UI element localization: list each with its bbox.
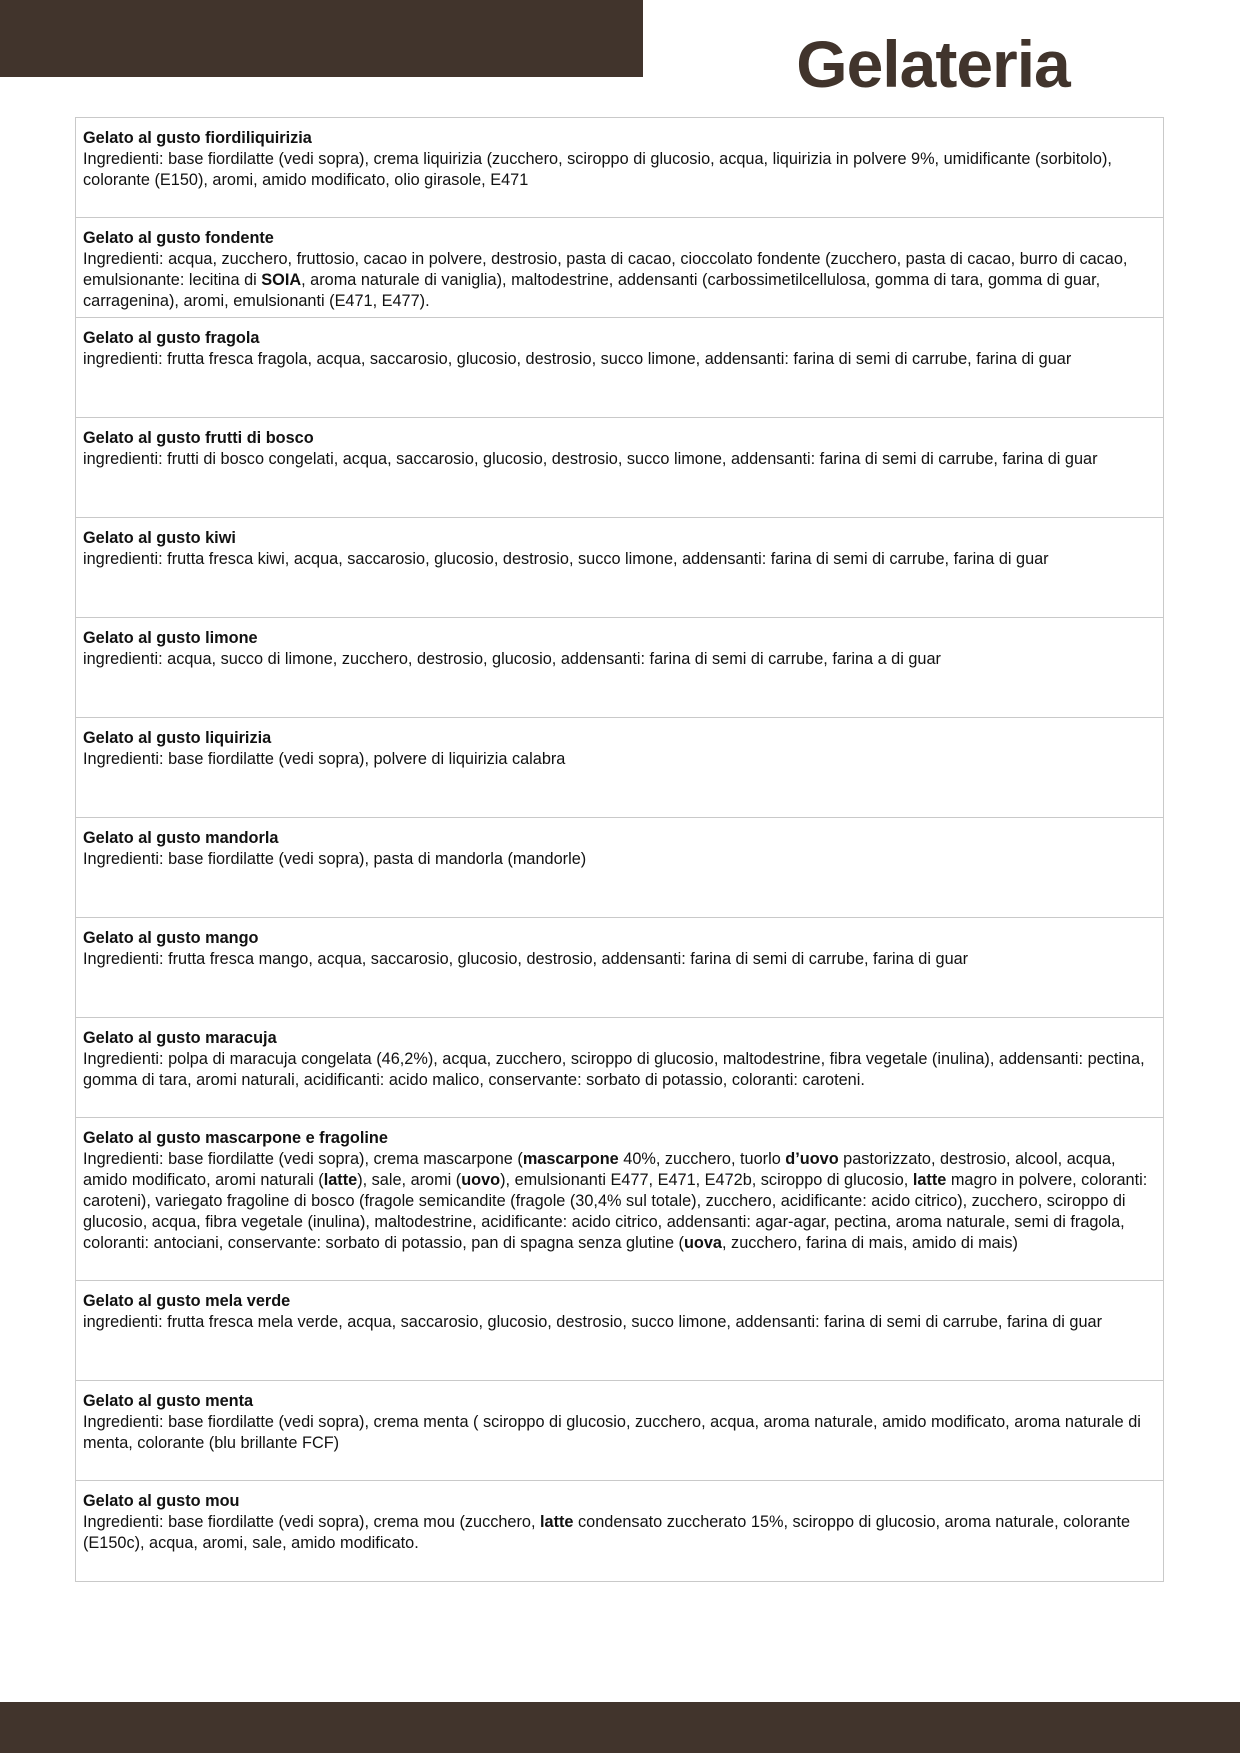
ingredients-fragment: Ingredienti: frutta fresca mango, acqua, saccarosio, glucosio, destrosio, addensanti: farina di semi di carrube, farina di guar xyxy=(83,950,969,968)
table-row xyxy=(76,118,1163,218)
flavor-title: Gelato al gusto kiwi xyxy=(83,529,236,547)
allergen-highlight: latte xyxy=(540,1513,574,1531)
ingredients-fragment: Ingredienti: base fiordilatte (vedi sopra), crema mascarpone ( xyxy=(83,1150,523,1168)
flavor-title: Gelato al gusto mandorla xyxy=(83,829,279,847)
table-row xyxy=(76,1381,1163,1481)
table-row xyxy=(76,818,1163,918)
ingredients-fragment: Ingredienti: base fiordilatte (vedi sopra), crema mou (zucchero, xyxy=(83,1513,540,1531)
allergen-highlight: latte xyxy=(323,1171,358,1189)
flavor-title: Gelato al gusto mascarpone e fragoline xyxy=(83,1129,388,1147)
ingredients-fragment: Ingredienti: polpa di maracuja congelata (46,2%), acqua, zucchero, sciroppo di glucosio, maltodestrine, fibra vegetale (inulina), addensanti: pectina, gomma di tara, aromi naturali, acidificanti: acido malico, conservante: sorbato di potassio, coloranti: caroteni. xyxy=(83,1050,1145,1089)
flavor-title: Gelato al gusto maracuja xyxy=(83,1029,277,1047)
flavor-title: Gelato al gusto limone xyxy=(83,629,258,647)
flavor-title: Gelato al gusto liquirizia xyxy=(83,729,272,747)
ingredients-fragment: pastorizzato, destrosio, alcool, acqua, amido modificato, aromi naturali ( xyxy=(83,1150,1116,1189)
allergen-highlight: d’uovo xyxy=(785,1150,839,1168)
table-row xyxy=(76,618,1163,718)
ingredients-fragment: ), sale, aromi ( xyxy=(357,1171,462,1189)
table-row xyxy=(76,1018,1163,1118)
allergen-highlight: mascarpone xyxy=(522,1150,619,1168)
ingredients-text xyxy=(83,1312,1156,1333)
table-row xyxy=(76,918,1163,1018)
table-row xyxy=(76,518,1163,618)
table-row xyxy=(76,1281,1163,1381)
ingredients-fragment: Ingredienti: acqua, zucchero, fruttosio, cacao in polvere, destrosio, pasta di cacao, cioccolato fondente (zucchero, pasta di cacao, burro di cacao, emulsionante: lecitina di xyxy=(83,250,1128,289)
table-row xyxy=(76,418,1163,518)
table-row xyxy=(76,1481,1163,1581)
ingredients-fragment: Ingredienti: base fiordilatte (vedi sopra), polvere di liquirizia calabra xyxy=(83,750,566,768)
ingredients-fragment: Ingredienti: base fiordilatte (vedi sopra), crema liquirizia (zucchero, sciroppo di glucosio, acqua, liquirizia in polvere 9%, umidificante (sorbitolo), colorante (E150), aromi, amido modificato, olio girasole, E471 xyxy=(83,150,1112,189)
allergen-highlight: uova xyxy=(683,1234,722,1252)
ingredients-fragment: ingredienti: frutti di bosco congelati, acqua, saccarosio, glucosio, destrosio, succo limone, addensanti: farina di semi di carrube, farina di guar xyxy=(83,450,1098,468)
flavor-title: Gelato al gusto menta xyxy=(83,1392,254,1410)
ingredients-text xyxy=(83,349,1156,370)
ingredients-fragment: ingredienti: acqua, succo di limone, zucchero, destrosio, glucosio, addensanti: farina di semi di carrube, farina a di guar xyxy=(83,650,941,668)
allergen-highlight: uovo xyxy=(461,1171,501,1189)
ingredients-fragment: ), emulsionanti E477, E471, E472b, sciroppo di glucosio, xyxy=(500,1171,913,1189)
flavor-title: Gelato al gusto frutti di bosco xyxy=(83,429,314,447)
allergen-highlight: latte xyxy=(912,1171,947,1189)
ingredients-text xyxy=(83,549,1156,570)
ingredients-fragment: ingredienti: frutta fresca mela verde, acqua, saccarosio, glucosio, destrosio, succo limone, addensanti: farina di semi di carrube, farina di guar xyxy=(83,1313,1103,1331)
allergen-highlight: SOIA xyxy=(261,271,302,289)
ingredients-fragment: , aroma naturale di vaniglia), maltodestrine, addensanti (carbossimetilcellulosa, gomma di tara, gomma di guar, carragenina), aromi, emulsionanti (E471, E477). xyxy=(83,271,1101,310)
flavor-title: Gelato al gusto mou xyxy=(83,1492,240,1510)
ingredients-text xyxy=(83,149,1156,191)
flavor-title: Gelato al gusto mela verde xyxy=(83,1292,291,1310)
flavor-title: Gelato al gusto mango xyxy=(83,929,259,947)
ingredients-fragment: magro in polvere, coloranti: caroteni), variegato fragoline di bosco (fragole semicandite (fragole (30,4% sul totale), zucchero, acidificante: acido citrico), zucchero, sciroppo di glucosio, acqua, fibra vegetale (inulina), maltodestrine, acidificante: acido citrico, addensanti: agar-agar, pectina, aroma naturale, semi di fragola, coloranti: antociani, conservante: sorbato di potassio, pan di spagna senza glutine ( xyxy=(83,1171,1148,1252)
ingredients-text xyxy=(83,1149,1156,1254)
ingredients-text xyxy=(83,449,1156,470)
ingredients-fragment: Ingredienti: base fiordilatte (vedi sopra), pasta di mandorla (mandorle) xyxy=(83,850,587,868)
ingredients-text xyxy=(83,249,1156,312)
ingredients-fragment: condensato zuccherato 15%, sciroppo di glucosio, aroma naturale, colorante (E150c), acqua, aromi, sale, amido modificato. xyxy=(83,1513,1131,1552)
table-row xyxy=(76,1118,1163,1281)
ingredients-fragment: 40%, zucchero, tuorlo xyxy=(618,1150,786,1168)
ingredients-text xyxy=(83,1512,1156,1554)
ingredients-fragment: ingredienti: frutta fresca fragola, acqua, saccarosio, glucosio, destrosio, succo limone, addensanti: farina di semi di carrube, farina di guar xyxy=(83,350,1072,368)
ingredients-text xyxy=(83,849,1156,870)
flavor-title: Gelato al gusto fragola xyxy=(83,329,260,347)
table-row xyxy=(76,218,1163,318)
flavor-title: Gelato al gusto fiordiliquirizia xyxy=(83,129,312,147)
footer-bar xyxy=(0,1702,1240,1753)
ingredients-text xyxy=(83,649,1156,670)
ingredients-fragment: ingredienti: frutta fresca kiwi, acqua, saccarosio, glucosio, destrosio, succo limone, addensanti: farina di semi di carrube, farina di guar xyxy=(83,550,1049,568)
ingredients-text xyxy=(83,1412,1156,1454)
ingredients-text xyxy=(83,949,1156,970)
flavor-title: Gelato al gusto fondente xyxy=(83,229,274,247)
ingredients-text xyxy=(83,1049,1156,1091)
ingredients-fragment: , zucchero, farina di mais, amido di mais) xyxy=(722,1234,1018,1252)
page-title: Gelateria xyxy=(796,27,1070,101)
ingredients-fragment: Ingredienti: base fiordilatte (vedi sopra), crema menta ( sciroppo di glucosio, zucchero, acqua, aroma naturale, amido modificato, aroma naturale di menta, colorante (blu brillante FCF) xyxy=(83,1413,1141,1452)
table-row xyxy=(76,318,1163,418)
ingredients-text xyxy=(83,749,1156,770)
header-bar xyxy=(0,0,643,77)
ingredients-table xyxy=(75,117,1164,1582)
table-row xyxy=(76,718,1163,818)
